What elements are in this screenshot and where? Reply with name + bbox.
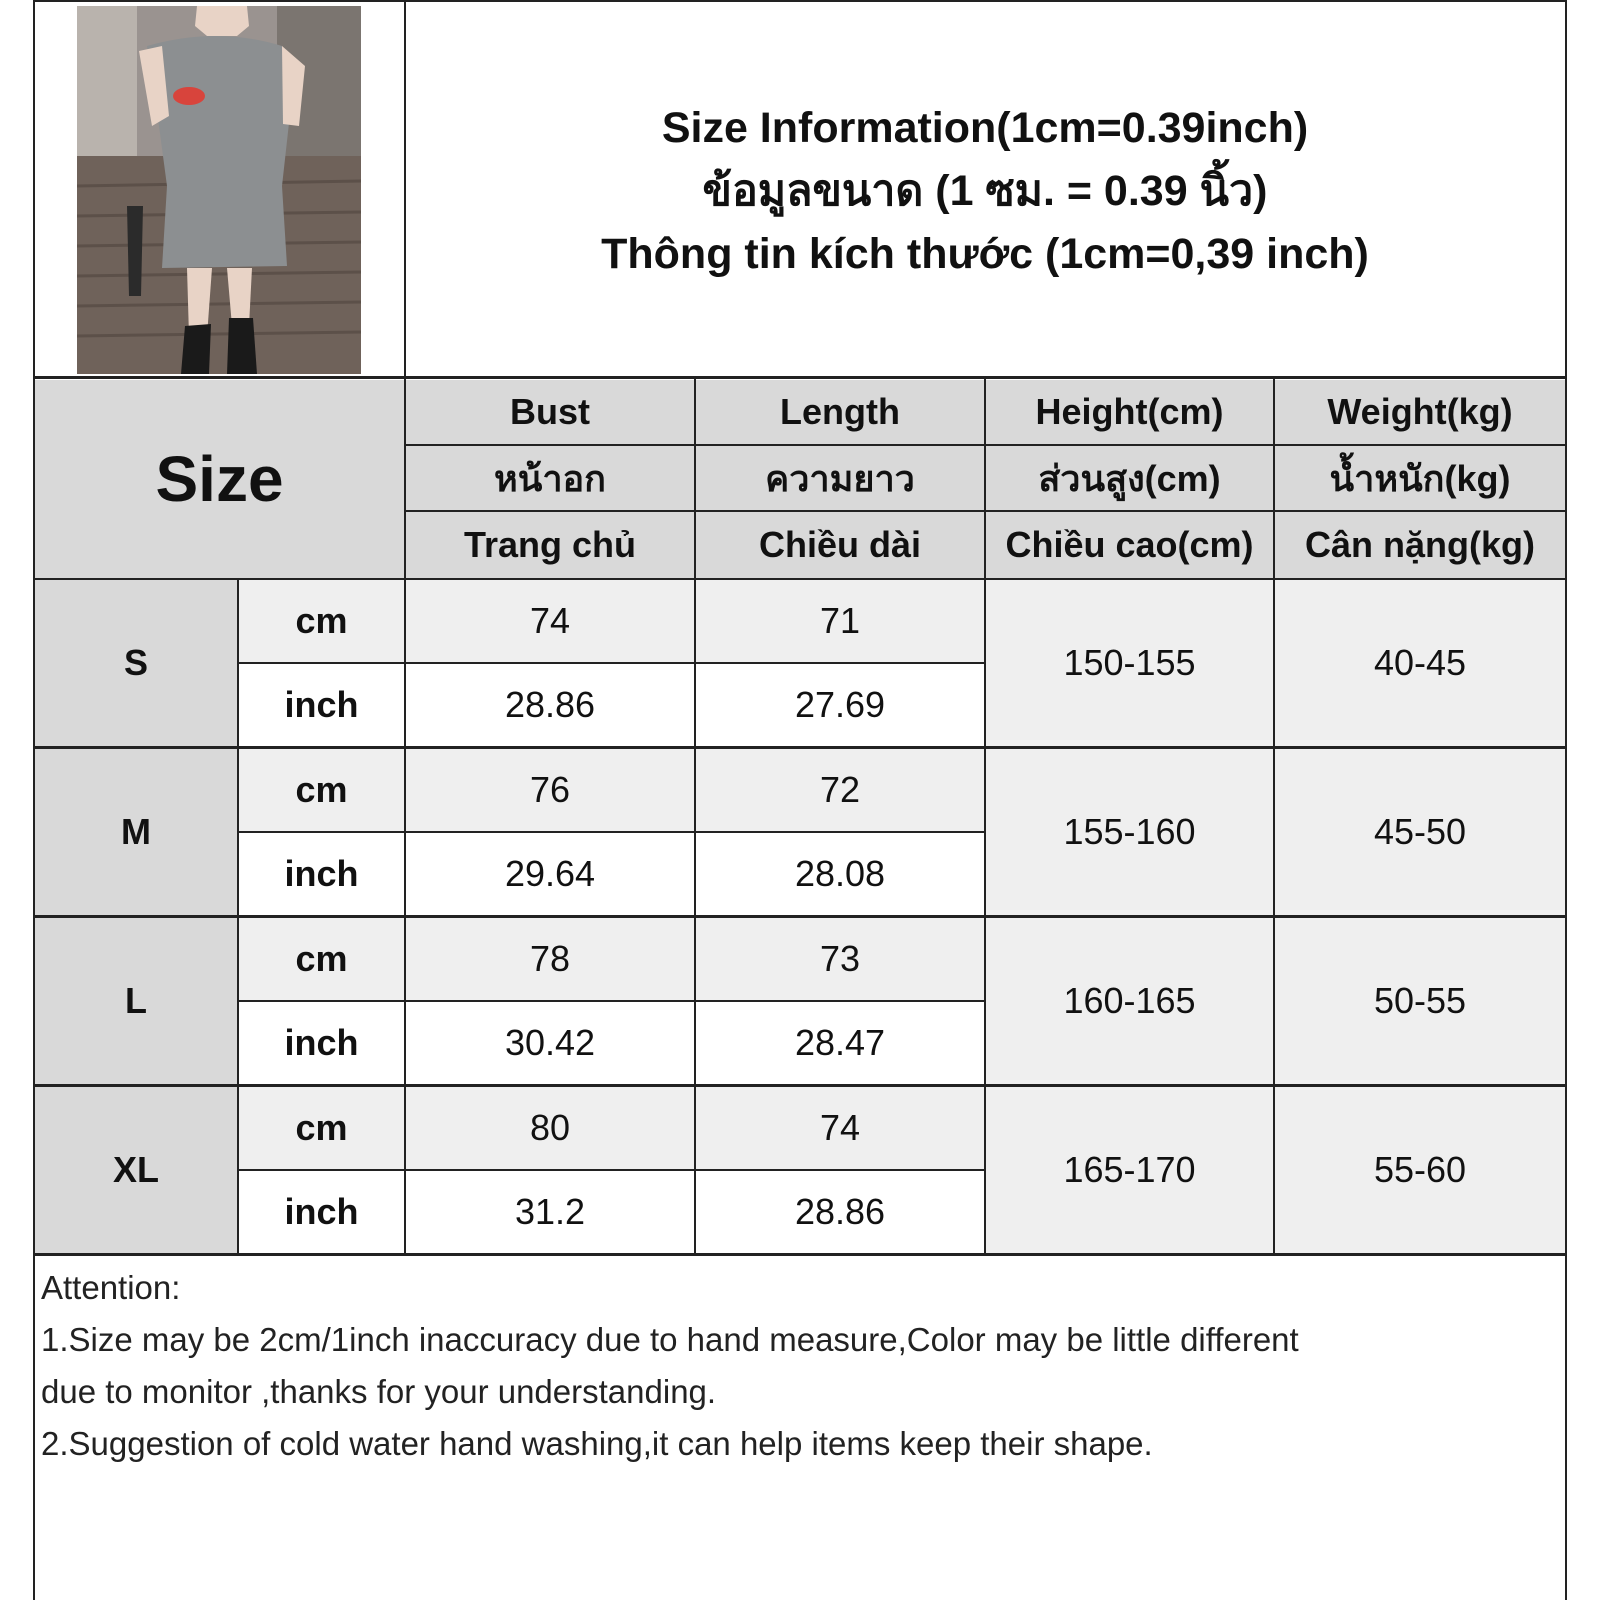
border-left — [33, 0, 35, 1600]
col-weight-vi: Cân nặng(kg) — [1275, 512, 1565, 578]
unit-inch: inch — [239, 664, 404, 746]
product-photo — [77, 6, 361, 374]
attention-notes — [41, 1262, 1551, 1470]
height-s: 150-155 — [986, 580, 1273, 746]
size-cell-xl: XL — [35, 1087, 237, 1253]
unit-inch: inch — [239, 1002, 404, 1084]
col-bust-vi: Trang chủ — [406, 512, 694, 578]
unit-cm: cm — [239, 1087, 404, 1169]
col-bust-en: Bust — [406, 380, 694, 444]
col-bust-th: หน้าอก — [406, 446, 694, 510]
sub-line-m — [237, 831, 986, 833]
bust-inch-s: 28.86 — [406, 664, 694, 746]
weight-s: 40-45 — [1275, 580, 1565, 746]
length-cm-xl: 74 — [696, 1087, 984, 1169]
notes-line-1: 1.Size may be 2cm/1inch inaccuracy due to hand measure,Color may be little different — [41, 1321, 1299, 1358]
unit-cm: cm — [239, 749, 404, 831]
sub-line-xl — [237, 1169, 986, 1171]
notes-line-3: 2.Suggestion of cold water hand washing,it can help items keep their shape. — [41, 1425, 1153, 1462]
unit-cm: cm — [239, 580, 404, 662]
col-line-3 — [984, 378, 986, 1253]
bust-cm-l: 78 — [406, 918, 694, 1000]
bust-cm-m: 76 — [406, 749, 694, 831]
size-header: Size — [35, 380, 404, 578]
bust-inch-l: 30.42 — [406, 1002, 694, 1084]
notes-line-2: due to monitor ,thanks for your understanding. — [41, 1373, 717, 1410]
col-height-en: Height(cm) — [986, 380, 1273, 444]
row-line-m — [33, 915, 1567, 918]
height-m: 155-160 — [986, 749, 1273, 915]
model-image — [77, 6, 361, 374]
lips-print — [173, 87, 205, 105]
title-thai: ข้อมูลขนาด (1 ซม. = 0.39 นิ้ว) — [702, 167, 1268, 215]
weight-m: 45-50 — [1275, 749, 1565, 915]
sub-line-s — [237, 662, 986, 664]
col-length-vi: Chiều dài — [696, 512, 984, 578]
border-top — [33, 0, 1567, 2]
col-line-4 — [1273, 378, 1275, 1253]
notes-heading: Attention: — [41, 1269, 181, 1306]
row-line-s — [33, 746, 1567, 749]
bust-cm-xl: 80 — [406, 1087, 694, 1169]
col-height-th: ส่วนสูง(cm) — [986, 446, 1273, 510]
length-cm-l: 73 — [696, 918, 984, 1000]
size-cell-l: L — [35, 918, 237, 1084]
weight-xl: 55-60 — [1275, 1087, 1565, 1253]
col-length-th: ความยาว — [696, 446, 984, 510]
length-inch-xl: 28.86 — [696, 1171, 984, 1253]
title-divider — [404, 0, 406, 378]
bust-inch-m: 29.64 — [406, 833, 694, 915]
length-inch-l: 28.47 — [696, 1002, 984, 1084]
col-height-vi: Chiều cao(cm) — [986, 512, 1273, 578]
height-l: 160-165 — [986, 918, 1273, 1084]
length-inch-m: 28.08 — [696, 833, 984, 915]
col-line-2 — [694, 378, 696, 1253]
weight-l: 50-55 — [1275, 918, 1565, 1084]
row-line-l — [33, 1084, 1567, 1087]
size-cell-s: S — [35, 580, 237, 746]
border-right — [1565, 0, 1567, 1600]
title-vietnamese: Thông tin kích thước (1cm=0,39 inch) — [601, 229, 1369, 278]
unit-cm: cm — [239, 918, 404, 1000]
col-weight-en: Weight(kg) — [1275, 380, 1565, 444]
header-bottom-line — [33, 578, 1567, 580]
header-top-line — [33, 376, 1567, 379]
sub-line-l — [237, 1000, 986, 1002]
bust-inch-xl: 31.2 — [406, 1171, 694, 1253]
size-cell-m: M — [35, 749, 237, 915]
length-cm-s: 71 — [696, 580, 984, 662]
row-line-xl — [33, 1253, 1567, 1256]
bust-cm-s: 74 — [406, 580, 694, 662]
length-cm-m: 72 — [696, 749, 984, 831]
title-english: Size Information(1cm=0.39inch) — [661, 103, 1309, 152]
col-weight-th: น้ำหนัก(kg) — [1275, 446, 1565, 510]
height-xl: 165-170 — [986, 1087, 1273, 1253]
unit-inch: inch — [239, 833, 404, 915]
col-length-en: Length — [696, 380, 984, 444]
unit-inch: inch — [239, 1171, 404, 1253]
length-inch-s: 27.69 — [696, 664, 984, 746]
col-line-1 — [404, 378, 406, 1253]
